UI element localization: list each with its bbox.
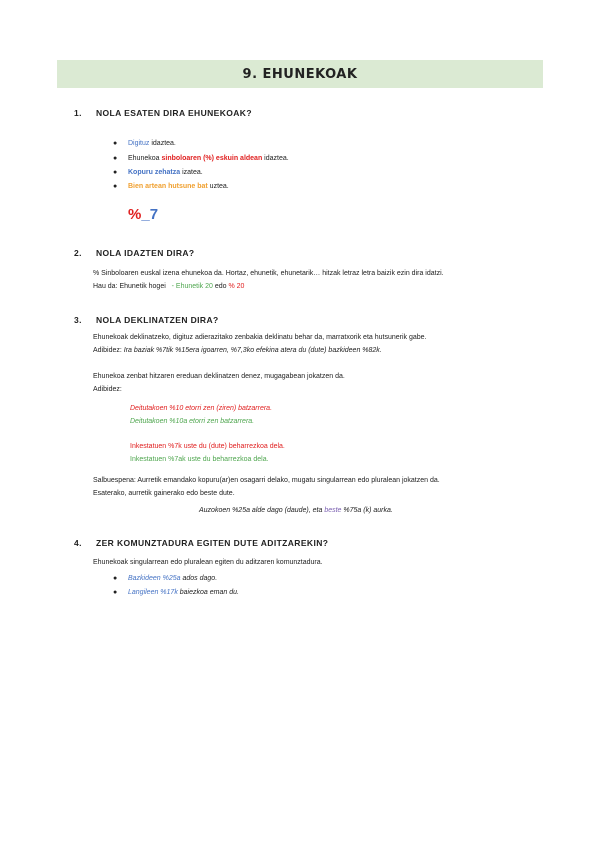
s3-paragraph-1: Ehunekoak deklinatzeko, digituz adierazitako zenbakia deklinatu behar da, marratxorik eta hutsunerik gabe. xyxy=(93,334,427,341)
s3-example-1-right: Deitutakoen %10a etorri zen batzarrera. xyxy=(130,418,255,425)
s3-paragraph-2: Adibidez: Ira baziak %7tik %15era igoarren, %7,3ko efekina atera du (dute) bazkideen %82k. xyxy=(93,347,382,354)
s3-example-2-wrong: Inkestatuen %7k uste du (dute) beharrezkoa dela. xyxy=(130,443,285,450)
s4-paragraph-1: Ehunekoak singularrean edo pluralean egiten du aditzaren komunztadura. xyxy=(93,559,323,566)
page-title: 9. EHUNEKOAK xyxy=(242,66,358,82)
s2-paragraph-2: Hau da: Ehunetik hogei - Ehunetik 20 edo % 20 xyxy=(93,283,245,290)
s3-example-2-right: Inkestatuen %7ak uste du beharrezkoa dela. xyxy=(130,456,269,463)
s1-bullet-1: ● Digituz idaztea. xyxy=(113,140,176,147)
s4-bullet-1: ● Bazkideen %25a ados dago. xyxy=(113,575,218,582)
s3-paragraph-5: Salbuespena: Aurretik emandako kopuru(ar)en osagarri delako, mugatu singularrean edo pluralean jokatzen da. xyxy=(93,477,440,484)
s1-bullet-4: ● Bien artean hutsune bat uztea. xyxy=(113,183,229,190)
section-2-heading: 2. NOLA IDAZTEN DIRA? xyxy=(74,248,195,258)
section-1-heading: 1. NOLA ESATEN DIRA EHUNEKOAK? xyxy=(74,108,252,118)
s3-paragraph-6: Esaterako, aurretik gainerako edo beste dute. xyxy=(93,490,235,497)
s3-paragraph-4: Adibidez: xyxy=(93,386,122,393)
section-3-heading: 3. NOLA DEKLINATZEN DIRA? xyxy=(74,315,219,325)
s3-example-1-wrong: Deitutakoen %10 etorri zen (ziren) batzarrera. xyxy=(130,405,273,412)
s3-paragraph-3: Ehunekoa zenbat hitzaren ereduan deklinatzen denez, mugagabean jokatzen da. xyxy=(93,373,345,380)
s3-paragraph-7: Auzokoen %25a alde dago (daude), eta beste %75a (k) aurka. xyxy=(199,507,393,514)
s2-paragraph-1: % Sinboloaren euskal izena ehunekoa da. Hortaz, ehunetik, ehunetarik… hitzak letraz letra baizik ezin dira idatzi. xyxy=(93,270,444,277)
s4-bullet-2: ● Langileen %17k baiezkoa eman du. xyxy=(113,589,239,596)
section-4-heading: 4. ZER KOMUNZTADURA EGITEN DUTE ADITZAREKIN? xyxy=(74,538,329,548)
s1-example-percent: %_7 xyxy=(128,206,159,223)
s1-bullet-2: ● Ehunekoa sinboloaren (%) eskuin aldean idaztea. xyxy=(113,155,289,162)
s1-bullet-3: ● Kopuru zehatza izatea. xyxy=(113,169,203,176)
page-title-bar xyxy=(57,60,543,88)
